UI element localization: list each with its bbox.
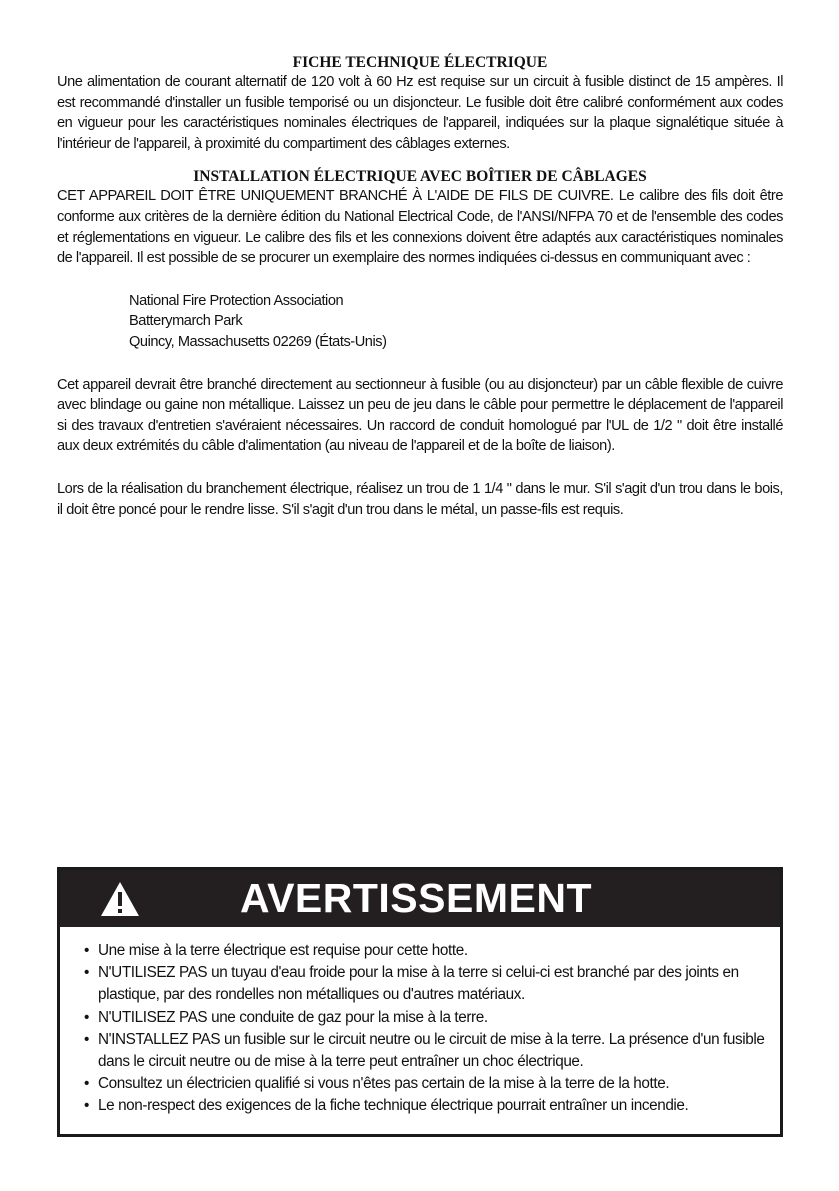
- address-line: National Fire Protection Association: [129, 292, 344, 309]
- electrical-specs-section: [57, 54, 783, 154]
- warning-header: [60, 870, 780, 927]
- section-title-electrical-specs: FICHE TECHNIQUE ÉLECTRIQUE: [292, 54, 548, 71]
- warning-item: • N'UTILISEZ PAS un tuyau d'eau froide pour la mise à la terre si celui-ci est branché par des joints en plastique, par des rondelles non métalliques ou d'autres matériaux.: [84, 962, 780, 1006]
- warning-title: AVERTISSEMENT: [240, 875, 592, 921]
- warning-item: • Consultez un électricien qualifié si vous n'êtes pas certain de la mise à la terre de la hotte.: [84, 1073, 780, 1095]
- warning-item: • Une mise à la terre électrique est requise pour cette hotte.: [84, 940, 780, 962]
- warning-item: • N'UTILISEZ PAS une conduite de gaz pour la mise à la terre.: [84, 1007, 780, 1029]
- section-title-wiring-box: INSTALLATION ÉLECTRIQUE AVEC BOÎTIER DE CÂBLAGES: [193, 168, 647, 186]
- warning-box: [57, 867, 783, 1137]
- address-line: Quincy, Massachusetts 02269 (États-Unis): [129, 333, 387, 350]
- warning-item: • Le non-respect des exigences de la fiche technique électrique pourrait entraîner un incendie.: [84, 1095, 780, 1117]
- wiring-box-section: [57, 168, 783, 520]
- warning-list: [60, 927, 780, 1118]
- electrical-specs-body: Une alimentation de courant alternatif de 120 volt à 60 Hz est requise sur un circuit à fusible distinct de 15 ampères. Il est recommandé d'installer un fusible temporisé ou un disjoncteur. Le fusible doit être calibré conformément aux codes en vigueur pour les caractéristiques nominales électriques de l'appareil, indiquées sur la plaque signalétique située à l'intérieur de l'appareil, à proximité du compartiment des câblages externes.: [57, 74, 783, 152]
- warning-triangle-icon: [100, 881, 140, 917]
- warning-item: • N'INSTALLEZ PAS un fusible sur le circuit neutre ou le circuit de mise à la terre. La présence d'un fusible dans le circuit neutre ou de mise à la terre peut entraîner un choc électrique.: [84, 1029, 780, 1073]
- wall-hole-paragraph: Lors de la réalisation du branchement électrique, réalisez un trou de 1 1/4 " dans le mur. S'il s'agit d'un trou dans le bois, il doit être poncé pour le rendre lisse. S'il s'agit d'un trou dans le métal, un passe-fils est requis.: [57, 480, 783, 518]
- address-block: [129, 291, 783, 353]
- wiring-box-body: CET APPAREIL DOIT ÊTRE UNIQUEMENT BRANCHÉ À L'AIDE DE FILS DE CUIVRE. Le calibre des fils doit être conforme aux critères de la dernière édition du National Electrical Code, de l'ANSI/NFPA 70 et de l'ensemble des codes et réglementations en vigueur. Le calibre des fils et les connexions doivent être adaptés aux caractéristiques nominales de l'appareil. Il est possible de se procurer un exemplaire des normes indiquées ci-dessus en communiquant avec :: [57, 188, 783, 267]
- document-page: [57, 54, 783, 520]
- cable-connection-paragraph: Cet appareil devrait être branché directement au sectionneur à fusible (ou au disjoncteur) par un câble flexible de cuivre avec blindage ou gaine non métallique. Laissez un peu de jeu dans le câble pour permettre le déplacement de l'appareil si des travaux d'entretien s'avéraient nécessaires. Un raccord de conduit homologué par l'UL de 1/2 " doit être installé aux deux extrémités du câble d'alimentation (au niveau de l'appareil et de la boîte de liaison).: [57, 376, 783, 455]
- address-line: Batterymarch Park: [129, 313, 243, 330]
